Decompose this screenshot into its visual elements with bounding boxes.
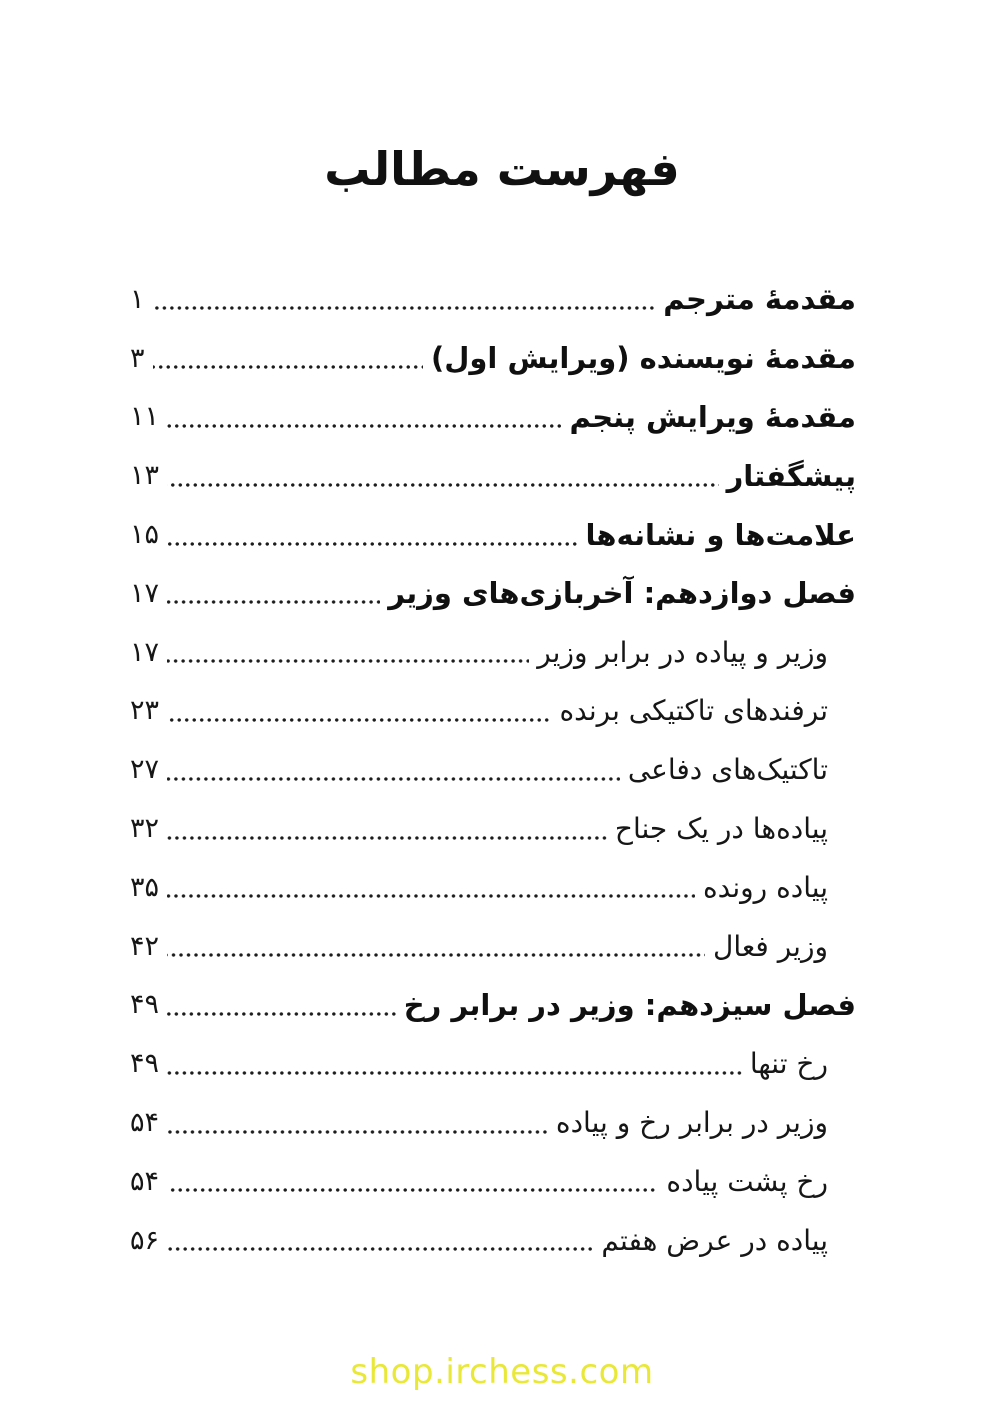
toc-entry-page: ۱۳ bbox=[130, 460, 160, 492]
toc-entry-label: تاکتیک‌های دفاعی bbox=[627, 753, 828, 787]
dot-leader bbox=[167, 599, 380, 605]
toc-entry bbox=[130, 329, 856, 388]
toc-entry bbox=[130, 1034, 856, 1093]
toc-entry bbox=[130, 1093, 856, 1152]
dot-leader bbox=[167, 1246, 593, 1252]
toc-entry-label: مقدمۀ نویسنده (ویرایش اول) bbox=[430, 341, 856, 376]
toc-entry-page: ۲۳ bbox=[130, 695, 160, 727]
toc-entry-label: مقدمۀ مترجم bbox=[663, 282, 856, 317]
toc-entry-page: ۱ bbox=[130, 283, 145, 315]
toc-entry-label: رخ تنها bbox=[749, 1047, 828, 1081]
dot-leader bbox=[167, 1011, 396, 1017]
dot-leader bbox=[167, 952, 705, 958]
toc-entry-label: پیشگفتار bbox=[726, 458, 856, 493]
toc-entry-page: ۳ bbox=[130, 342, 145, 374]
toc-entry-page: ۴۲ bbox=[130, 930, 160, 962]
toc-entry-label: رخ پشت پیاده bbox=[666, 1164, 828, 1198]
toc-entry-label: فصل دوازدهم: آخربازی‌های وزیر bbox=[388, 576, 856, 611]
toc-entry bbox=[130, 799, 856, 858]
toc-entry-label: پیاده‌ها در یک جناح bbox=[614, 812, 828, 846]
toc-entry-label: پیاده در عرض هفتم bbox=[601, 1223, 828, 1257]
toc-entry-label: علامت‌ها و نشانه‌ها bbox=[585, 517, 856, 552]
toc-entry-label: وزیر و پیاده در برابر وزیر bbox=[537, 635, 828, 669]
toc-entry-page: ۵۴ bbox=[130, 1165, 160, 1197]
toc-entry-label: وزیر فعال bbox=[713, 929, 828, 963]
dot-leader bbox=[167, 1129, 548, 1135]
toc-entry-page: ۳۲ bbox=[130, 813, 160, 845]
dot-leader bbox=[153, 305, 656, 311]
toc-entry-label: وزیر در برابر رخ و پیاده bbox=[555, 1106, 828, 1140]
dot-leader bbox=[167, 658, 529, 664]
toc-entry-page: ۱۵ bbox=[130, 519, 160, 551]
toc-entry-label: پیاده رونده bbox=[702, 870, 828, 904]
toc-entry-label: ترفندهای تاکتیکی برنده bbox=[559, 694, 828, 728]
toc-entry bbox=[130, 1211, 856, 1270]
toc-entry bbox=[130, 446, 856, 505]
dot-leader bbox=[167, 893, 695, 899]
dot-leader bbox=[167, 482, 719, 488]
toc-entry bbox=[130, 858, 856, 917]
page-title: فهرست مطالب bbox=[324, 142, 680, 196]
toc-entry-page: ۱۷ bbox=[130, 636, 160, 668]
toc-entry bbox=[130, 505, 856, 564]
dot-leader bbox=[167, 541, 578, 547]
footer-watermark: shop.irchess.com bbox=[350, 1352, 654, 1392]
toc-entry-label: مقدمۀ ویرایش پنجم bbox=[569, 399, 856, 434]
toc-entry bbox=[130, 917, 856, 976]
toc-entry-label: فصل سیزدهم: وزیر در برابر رخ bbox=[403, 987, 856, 1022]
toc-entry-page: ۲۷ bbox=[130, 754, 160, 786]
toc-entry bbox=[130, 976, 856, 1035]
toc-entry-page: ۳۵ bbox=[130, 871, 160, 903]
dot-leader bbox=[167, 423, 562, 429]
toc-entry bbox=[130, 270, 856, 329]
toc-entry-page: ۵۴ bbox=[130, 1107, 160, 1139]
toc-entry bbox=[130, 564, 856, 623]
toc-entry-page: ۴۹ bbox=[130, 1048, 160, 1080]
dot-leader bbox=[167, 717, 551, 723]
dot-leader bbox=[167, 1070, 742, 1076]
dot-leader bbox=[167, 1187, 658, 1193]
toc-entry-page: ۱۱ bbox=[130, 401, 160, 433]
dot-leader bbox=[167, 835, 607, 841]
toc-entry-page: ۱۷ bbox=[130, 577, 160, 609]
toc-entry bbox=[130, 682, 856, 741]
toc-entry bbox=[130, 388, 856, 447]
toc-entry-page: ۵۶ bbox=[130, 1224, 160, 1256]
toc-entry bbox=[130, 623, 856, 682]
toc-list bbox=[0, 270, 1004, 1270]
dot-leader bbox=[153, 364, 423, 370]
toc-entry-page: ۴۹ bbox=[130, 989, 160, 1021]
dot-leader bbox=[167, 776, 620, 782]
toc-entry bbox=[130, 740, 856, 799]
toc-entry bbox=[130, 1152, 856, 1211]
